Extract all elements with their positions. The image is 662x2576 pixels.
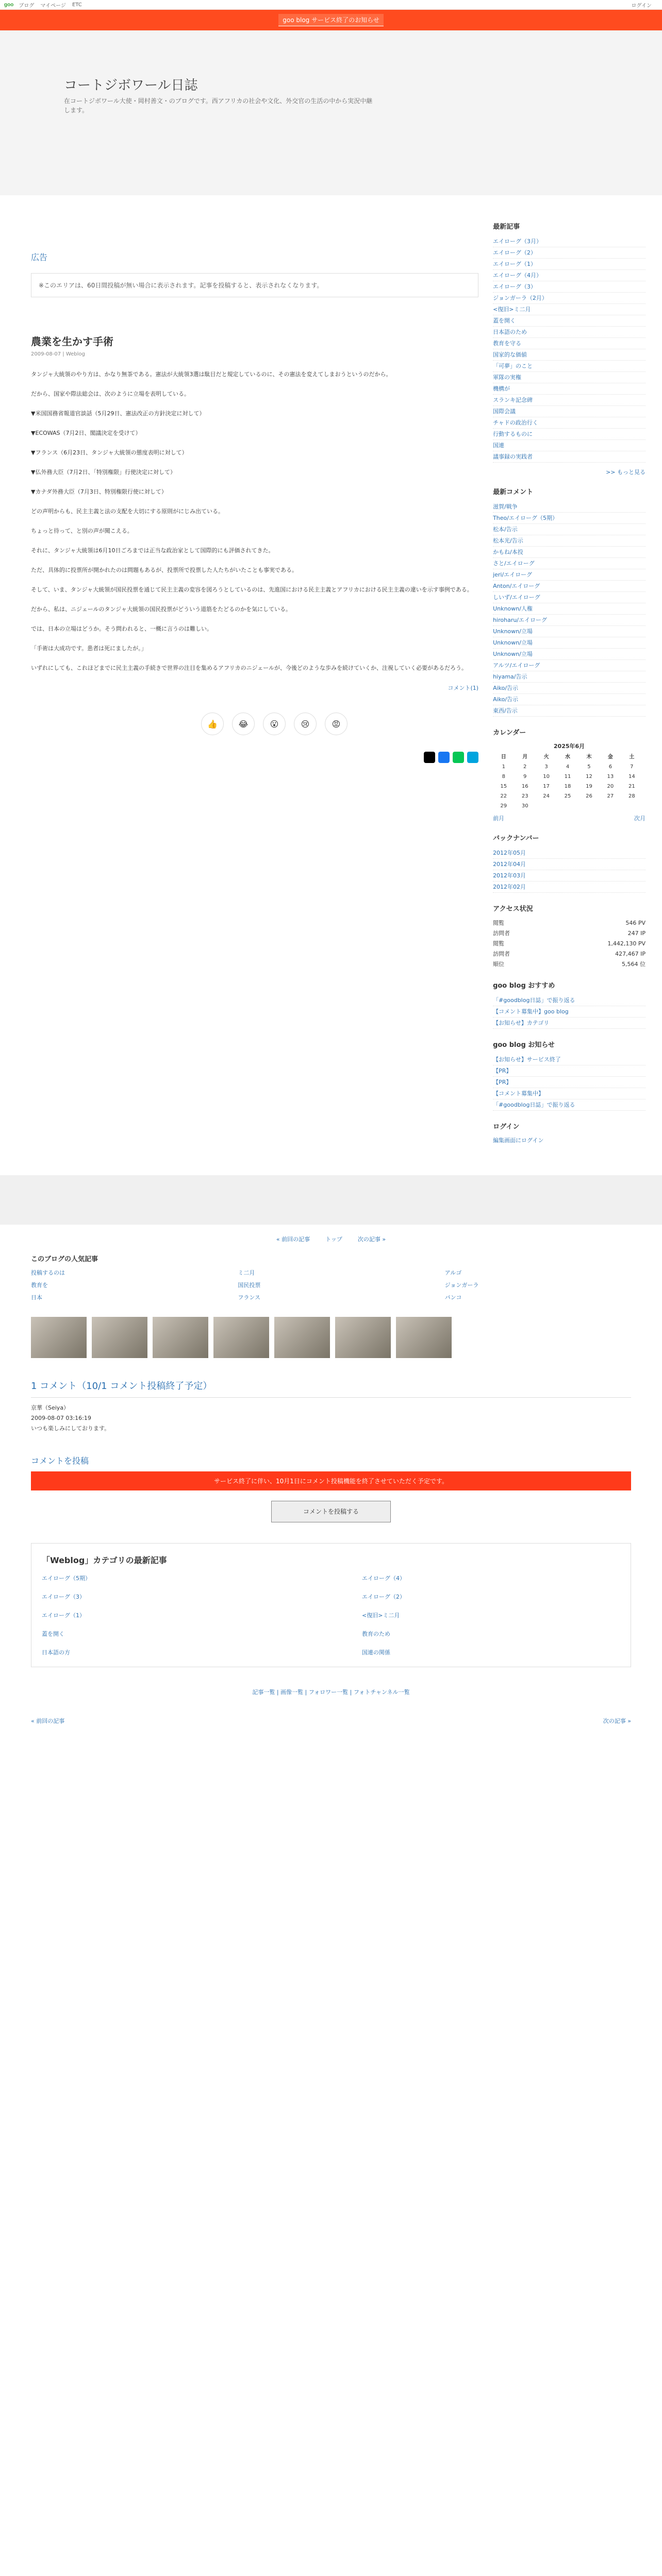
category-item[interactable]: <復旧>ミ二月 [362, 1612, 400, 1619]
comment-item[interactable]: 東西/告示 [493, 705, 646, 717]
category-item[interactable]: 国連の関係 [362, 1649, 390, 1656]
thumbnail-image [274, 1317, 330, 1358]
popular-section [31, 1253, 631, 1301]
recommend-item[interactable]: 【コメント募集中】goo blog [493, 1006, 646, 1018]
login-link[interactable]: ログイン [631, 3, 652, 9]
calendar-weekday: 火 [543, 754, 549, 760]
comment-item[interactable]: hiyama/告示 [493, 671, 646, 683]
x-share-icon[interactable] [424, 752, 435, 763]
thumbnail-image [153, 1317, 208, 1358]
calendar-day: 12 [586, 774, 592, 779]
next-link[interactable]: 次の記事 » [357, 1236, 386, 1243]
recent-item[interactable]: チャドの政治行く [493, 417, 646, 429]
entry-paragraph: そして、いま、タンジャ大統領が国民投票を通じて民主主義の変容を図ろうとしているのは、先進国における民主主義とアフリカにおける民主主義の違いを示す事例である。 [31, 586, 473, 593]
popular-item[interactable]: アルゴ [444, 1269, 462, 1276]
archive-item[interactable]: 2012年04月 [493, 859, 646, 870]
calendar-day: 13 [607, 774, 614, 779]
thumbnail[interactable] [396, 1317, 452, 1358]
calendar-weekday: 土 [629, 754, 635, 760]
entry-meta: 2009-08-07 | Weblog [31, 351, 85, 357]
post-comment-head: コメントを投稿 [31, 1456, 89, 1466]
post-comment-button[interactable]: コメントを投稿する [271, 1501, 391, 1522]
calendar-day: 26 [586, 793, 592, 799]
entry-paragraph: ▼フランス（6月23日、タンジャ大統領の態度表明に対して） [31, 449, 188, 456]
archive-list [493, 848, 646, 893]
popular-grid [31, 1268, 631, 1301]
footer-next-link[interactable]: 次の記事 » [603, 1718, 631, 1724]
pager [31, 1235, 631, 1243]
access-value: 1,442,130 PV [607, 940, 646, 947]
category-box [31, 1543, 631, 1667]
topbar-link[interactable]: ブログ [19, 3, 35, 9]
entry-paragraph: ちょっと待って、と別の声が聞こえる。 [31, 528, 133, 534]
access-label: 順位 [493, 961, 505, 968]
calendar [493, 750, 642, 811]
entry-paragraph: ▼カナダ外務大臣（7月3日、特別権限行使に対して） [31, 488, 167, 495]
news-item[interactable]: 【お知らせ】サービス終了 [493, 1054, 646, 1065]
popular-item[interactable]: ミ二月 [238, 1269, 255, 1276]
blog-description: 在コートジボワール大使・岡村善文・のブログです。西アフリカの社会や文化、外交官の生活の中から実況中継します。 [64, 97, 373, 114]
category-item[interactable]: エイローグ（4） [362, 1575, 405, 1582]
comment-item[interactable]: 松本/告示 [493, 524, 646, 535]
recent-item[interactable]: 教育を守る [493, 338, 646, 349]
recent-item[interactable]: エイローグ（1） [493, 259, 646, 270]
topbar [0, 0, 662, 10]
calendar-month: 2025年6月 [553, 743, 585, 750]
popular-item[interactable]: 投稿するのは [31, 1269, 65, 1276]
recent-item[interactable]: スランキ記念碑 [493, 395, 646, 406]
topbar-link[interactable]: ETC [72, 2, 82, 8]
thumbnail[interactable] [31, 1317, 87, 1358]
comment-item[interactable]: アルツ/エイローグ [493, 660, 646, 671]
access-label: 訪問者 [493, 951, 510, 957]
recent-item[interactable]: エイローグ（3月） [493, 236, 646, 247]
calendar-day: 23 [521, 793, 528, 799]
thumbnail-image [335, 1317, 391, 1358]
calendar-head: カレンダー [493, 729, 526, 737]
recent-item[interactable]: <復旧>ミ二月 [493, 304, 646, 315]
calendar-day: 10 [543, 774, 550, 779]
category-grid [42, 1574, 620, 1656]
category-head: 「Weblog」カテゴリの最新記事 [42, 1555, 167, 1565]
calendar-day: 16 [521, 784, 528, 789]
sidebar-comments-head: 最新コメント [493, 488, 534, 496]
announcement-link[interactable]: goo blog サービス終了のお知らせ [278, 14, 383, 26]
comment-item[interactable]: かもね/本投 [493, 547, 646, 558]
calendar-day: 5 [587, 764, 591, 770]
thumbnail[interactable] [153, 1317, 208, 1358]
archive-head: バックナンバー [493, 835, 539, 842]
thumbnail[interactable] [92, 1317, 147, 1358]
gray-band [0, 1175, 662, 1225]
calendar-day: 7 [630, 764, 634, 770]
archive-item[interactable]: 2012年03月 [493, 870, 646, 882]
news-item[interactable]: 【コメント募集中】 [493, 1088, 646, 1099]
calendar-prev[interactable]: 前月 [493, 815, 505, 822]
recent-item[interactable]: エイローグ（3） [493, 281, 646, 293]
recent-item[interactable]: 議事録の実践者 [493, 451, 646, 463]
comment-item[interactable]: Unknown/立場 [493, 637, 646, 649]
recent-item[interactable]: 蓋を開く [493, 315, 646, 327]
recent-item[interactable]: 機構が [493, 383, 646, 395]
calendar-day: 11 [564, 774, 571, 779]
access-stats [493, 918, 646, 970]
facebook-share-icon[interactable] [438, 752, 450, 763]
news-head: goo blog お知らせ [493, 1041, 555, 1049]
calendar-day: 21 [628, 784, 635, 789]
calendar-day: 4 [566, 764, 570, 770]
calendar-weekday: 木 [586, 754, 592, 760]
calendar-day: 9 [523, 774, 527, 779]
access-value: 5,564 位 [622, 961, 646, 968]
comment-text: いつも楽しみにしております。 [31, 1425, 110, 1432]
popular-item[interactable]: 教育を [31, 1282, 48, 1289]
prev-link[interactable]: « 前回の記事 [276, 1236, 310, 1243]
recent-item[interactable]: 軍隊の実権 [493, 372, 646, 383]
entry-paragraph: だから、私は、ニジェールのタンジャ大統領の国民投票がどういう道筋をたどるのかを気にしている。 [31, 606, 292, 613]
comment-item[interactable]: Unknown/立場 [493, 626, 646, 637]
category-item[interactable]: 日本語の方 [42, 1649, 70, 1656]
comment-item[interactable]: jeri/エイローグ [493, 569, 646, 581]
calendar-day: 19 [586, 784, 592, 789]
comment-item[interactable]: 滋賀/戦争 [493, 501, 646, 513]
category-item[interactable]: エイローグ（5期） [42, 1575, 91, 1582]
thumbnail-row [31, 1317, 631, 1358]
reaction-angry-icon[interactable]: 😡 [325, 713, 347, 735]
access-value: 427,467 IP [615, 951, 646, 957]
comment-date: 2009-08-07 03:16:19 [31, 1415, 91, 1421]
thumbnail-image [31, 1317, 87, 1358]
news-item[interactable]: 【PR】 [493, 1077, 646, 1088]
entry-paragraph: では、日本の立場はどうか。そう問われると、一概に言うのは難しい。 [31, 625, 212, 632]
reaction-surprise-icon[interactable]: 😮 [263, 713, 286, 735]
thumbnail[interactable] [213, 1317, 269, 1358]
calendar-weekday: 金 [607, 754, 613, 760]
comment [31, 1397, 631, 1434]
calendar-weekday: 水 [565, 754, 571, 760]
calendar-day [621, 801, 642, 811]
footer-prev-link[interactable]: « 前回の記事 [31, 1718, 65, 1724]
access-head: アクセス状況 [493, 905, 533, 913]
calendar-day: 29 [500, 803, 507, 809]
recent-list [493, 236, 646, 463]
goo-logo[interactable]: goo [4, 2, 14, 8]
calendar-day: 28 [628, 793, 635, 799]
entry-paragraph: 「手術は大成功です。患者は死にましたが。」 [31, 645, 147, 652]
category-item[interactable]: 教育のため [362, 1631, 390, 1637]
footer-nav [31, 1717, 631, 1725]
entry-paragraph: どの声明からも、民主主義と法の支配を大切にする原則がにじみ出ている。 [31, 508, 224, 515]
calendar-next[interactable]: 次月 [634, 815, 646, 822]
recommend-item[interactable]: 【お知らせ】カテゴリ [493, 1018, 646, 1029]
calendar-day: 1 [502, 764, 505, 770]
calendar-day [578, 801, 600, 811]
entry-paragraph: ▼ECOWAS（7月2日、閣議決定を受けて） [31, 430, 141, 436]
category-item[interactable]: エイローグ（3） [42, 1594, 85, 1600]
comment-item[interactable]: Aiko/告示 [493, 683, 646, 694]
announcement-bar [0, 10, 662, 30]
calendar-day: 25 [564, 793, 571, 799]
calendar-day: 8 [502, 774, 505, 779]
category-item[interactable]: エイローグ（2） [362, 1594, 405, 1600]
reaction-like-icon[interactable]: 👍 [201, 713, 224, 735]
content-wrap [0, 195, 662, 1144]
more-link[interactable]: >> もっと見る [606, 469, 646, 476]
comments-list [493, 501, 646, 717]
comment-item[interactable]: Anton/エイローグ [493, 581, 646, 592]
archive-item[interactable]: 2012年02月 [493, 882, 646, 893]
calendar-day: 15 [500, 784, 507, 789]
calendar-weekday: 日 [501, 754, 506, 760]
popular-item[interactable]: 国民投票 [238, 1282, 261, 1289]
entry-paragraph: いずれにしても、これほどまでに民主主義の手続きで世界の注目を集めるアフリカのニジェールが、今後どのような歩みを続けていくか、注視していく必要があるだろう。 [31, 665, 468, 671]
calendar-day: 30 [521, 803, 528, 809]
entry-body [31, 369, 478, 673]
calendar-day: 2 [523, 764, 527, 770]
popular-item[interactable]: 日本 [31, 1294, 42, 1301]
blog-header [0, 30, 662, 195]
entry-paragraph: だから、国家や際法総会は、次のように立場を表明している。 [31, 391, 190, 397]
line-share-icon[interactable] [453, 752, 464, 763]
reaction-sad-icon[interactable]: 😢 [294, 713, 317, 735]
news-list [493, 1054, 646, 1111]
comment-item[interactable]: しいず/エイローグ [493, 592, 646, 603]
calendar-day [536, 801, 557, 811]
comment-item[interactable]: Unknown/立場 [493, 649, 646, 660]
thumbnail-image [396, 1317, 452, 1358]
category-item[interactable]: エイローグ（1） [42, 1612, 85, 1619]
access-label: 閲覧 [493, 920, 505, 926]
recent-item[interactable]: 国連 [493, 440, 646, 451]
recommend-head: goo blog おすすめ [493, 982, 555, 990]
thumbnail-image [92, 1317, 147, 1358]
access-value: 546 PV [625, 920, 646, 926]
recent-item[interactable]: ジョンガーラ（2月） [493, 293, 646, 304]
entry-paragraph: ただ、具体的に投票所が開かれたのは問題もあるが、投票所で投票した人たちがいたことも事実である。 [31, 567, 297, 573]
bottom-area [0, 1235, 662, 1725]
main-column [16, 195, 493, 1144]
comment-item[interactable]: hiroharu/エイローグ [493, 615, 646, 626]
calendar-day [557, 801, 578, 811]
calendar-day [600, 801, 621, 811]
popular-item[interactable]: パンコ [444, 1294, 462, 1301]
reactions [201, 713, 478, 735]
login-head: ログイン [493, 1123, 520, 1131]
recent-item[interactable]: 国際会議 [493, 406, 646, 417]
footer-links[interactable]: 記事一覧 | 画像一覧 | フォロワー一覧 | フォトチャンネル一覧 [252, 1689, 410, 1696]
calendar-day: 27 [607, 793, 614, 799]
calendar-day: 24 [543, 793, 550, 799]
recommend-list [493, 995, 646, 1029]
archive-item[interactable]: 2012年05月 [493, 848, 646, 859]
thumbnail-image [213, 1317, 269, 1358]
topbar-link[interactable]: マイページ [40, 3, 66, 9]
recent-item[interactable]: 国家的な価値 [493, 349, 646, 361]
calendar-day: 18 [564, 784, 571, 789]
access-label: 訪問者 [493, 930, 510, 937]
thumbnail[interactable] [274, 1317, 330, 1358]
recent-item[interactable]: 日本語のため [493, 327, 646, 338]
calendar-day: 3 [544, 764, 548, 770]
sidebar-recent-head: 最新記事 [493, 223, 520, 231]
entry-paragraph: ▼米国国務省報道官談話（5月29日、憲法改正の方針決定に対して） [31, 410, 205, 417]
comment-item[interactable]: さと/エイローグ [493, 558, 646, 569]
comment-item[interactable]: Aiko/告示 [493, 694, 646, 705]
popular-item[interactable]: フランス [238, 1294, 260, 1301]
ad-title: 広告 [31, 252, 48, 262]
comment-count-link[interactable]: コメント(1) [448, 685, 479, 691]
popular-item[interactable]: ジョンガーラ [444, 1282, 479, 1289]
comment-author[interactable]: 京華（Seiya） [31, 1404, 70, 1411]
calendar-day: 14 [628, 774, 635, 779]
calendar-weekday: 月 [522, 754, 528, 760]
comment-item[interactable]: 松本光/告示 [493, 535, 646, 547]
recent-item[interactable]: 「可夢」のこと [493, 361, 646, 372]
calendar-day: 6 [608, 764, 613, 770]
entry-paragraph: ▼仏外務大臣（7月2日、「特別権限」行使決定に対して） [31, 469, 176, 476]
top-link[interactable]: トップ [325, 1236, 342, 1243]
hatena-share-icon[interactable] [467, 752, 478, 763]
comment-closing-notice: サービス終了に伴い、10月1日にコメント投稿機能を終了させていただく予定です。 [31, 1471, 631, 1490]
calendar-day: 22 [500, 793, 507, 799]
notice-box: ※このエリアは、60日間投稿が無い場合に表示されます。記事を投稿すると、表示されなくなります。 [31, 273, 478, 297]
comment-item[interactable]: Unknown/人権 [493, 603, 646, 615]
recent-item[interactable]: 行動するものに [493, 429, 646, 440]
access-value: 247 IP [627, 930, 646, 937]
comment-item[interactable]: Theo/エイローグ（5期） [493, 513, 646, 524]
news-item[interactable]: 【PR】 [493, 1065, 646, 1077]
share-buttons [31, 752, 478, 763]
category-item[interactable]: 蓋を開く [42, 1631, 64, 1637]
news-item[interactable]: 「#goodblog日誌」で振り返る [493, 1099, 646, 1111]
entry-paragraph: タンジャ大統領のやり方は、かなり無茶である。憲法が大統領3選は駄目だと規定しているのに、その憲法を変えてしまおうというのだから。 [31, 371, 392, 378]
entry-title[interactable]: 農業を生かす手術 [31, 335, 113, 348]
reaction-laugh-icon[interactable]: 😂 [232, 713, 255, 735]
calendar-day: 20 [607, 784, 614, 789]
thumbnail[interactable] [335, 1317, 391, 1358]
access-label: 閲覧 [493, 940, 505, 947]
recommend-item[interactable]: 「#goodblog日誌」で振り返る [493, 995, 646, 1006]
comments-head: 1 コメント（10/1 コメント投稿終了予定） [31, 1381, 212, 1392]
login-link[interactable]: 編集画面にログイン [493, 1137, 544, 1144]
recent-item[interactable]: エイローグ（2） [493, 247, 646, 259]
popular-head: このブログの人気記事 [31, 1256, 98, 1263]
entry-paragraph: それに、タンジャ大統領は6月10日ごろまでは正当な政治家として国際的にも評価されてきた。 [31, 547, 274, 554]
sidebar [493, 195, 646, 1144]
blog-title[interactable]: コートジボワール日誌 [64, 78, 198, 93]
calendar-day: 17 [543, 784, 550, 789]
recent-item[interactable]: エイローグ（4月） [493, 270, 646, 281]
